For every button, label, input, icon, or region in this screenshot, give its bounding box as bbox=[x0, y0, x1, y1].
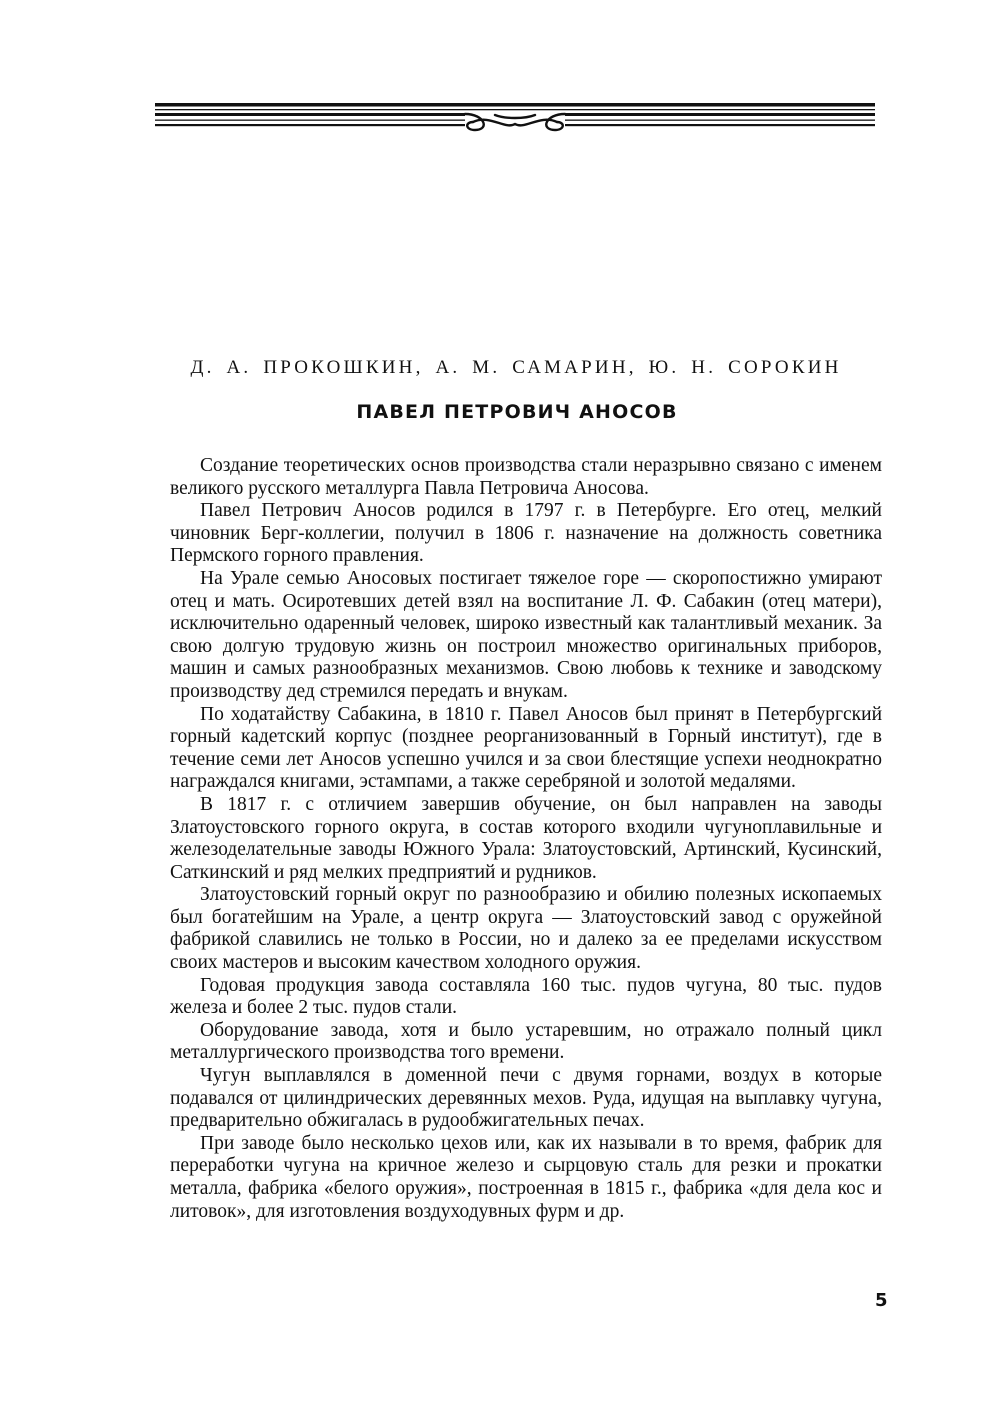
paragraph: На Урале семью Аносовых постигает тяжелое горе — скоропостижно умирают отец и мать. Осиротевших детей взял на воспитание Л. Ф. Сабакин (отец матери), исключительно одаренный человек, широко известный как талантливый механик. За свою долгую трудовую жизнь он построил множество оригинальных приборов, машин и самых разнообразных механизмов. Свою любовь к технике и заводскому производству дед стремился передать и внукам. bbox=[170, 567, 882, 702]
paragraph: По ходатайству Сабакина, в 1810 г. Павел Аносов был принят в Петербургский горный кадетский корпус (позднее реорганизованный в Горный институт), где в течение семи лет Аносов успешно учился и за свои блестящие успехи неоднократно награждался книгами, эстампами, а также серебряной и золотой медалями. bbox=[170, 703, 882, 793]
paragraph: Павел Петрович Аносов родился в 1797 г. в Петербурге. Его отец, мелкий чиновник Берг-коллегии, получил в 1806 г. назначение на должность советника Пермского горного правления. bbox=[170, 500, 882, 567]
article-body bbox=[170, 455, 882, 1223]
page-number: 5 bbox=[875, 1290, 888, 1311]
paragraph: В 1817 г. с отличием завершив обучение, он был направлен на заводы Златоустовского горного округа, в состав которого входили чугуноплавильные и железоделательные заводы Южного Урала: Златоустовский, Артинский, Кусинский, Саткинский и ряд мелких предприятий и рудников. bbox=[170, 793, 882, 883]
paragraph: Годовая продукция завода составляла 160 тыс. пудов чугуна, 80 тыс. пудов железа и более 2 тыс. пудов стали. bbox=[170, 974, 882, 1019]
ornament-flourish bbox=[465, 114, 565, 130]
authors-line: Д. А. ПРОКОШКИН, А. М. САМАРИН, Ю. Н. СОРОКИН bbox=[190, 357, 842, 378]
article-title: ПАВЕЛ ПЕТРОВИЧ АНОСОВ bbox=[356, 401, 678, 423]
header-ornament bbox=[155, 100, 875, 140]
paragraph: Оборудование завода, хотя и было устаревшим, но отражало полный цикл металлургического производства того времени. bbox=[170, 1019, 882, 1064]
paragraph: При заводе было несколько цехов или, как их называли в то время, фабрик для переработки чугуна на кричное железо и сырцовую сталь для резки и прокатки металла, фабрика «белого оружия», построенная в 1815 г., фабрика «для дела кос и литовок», для изготовления воздуходувных фурм и др. bbox=[170, 1132, 882, 1222]
paragraph: Чугун выплавлялся в доменной печи с двумя горнами, воздух в которые подавался от цилиндрических деревянных мехов. Руда, идущая на выплавку чугуна, предварительно обжигалась в рудообжигательных печах. bbox=[170, 1065, 882, 1132]
paragraph: Создание теоретических основ производства стали неразрывно связано с именем великого русского металлурга Павла Петровича Аносова. bbox=[170, 455, 882, 499]
paragraph: Златоустовский горный округ по разнообразию и обилию полезных ископаемых был богатейшим на Урале, а центр округа — Златоустовский завод с оружейной фабрикой славились не только в России, но и далеко за ее пределами искусством своих мастеров и высоким качеством холодного оружия. bbox=[170, 884, 882, 974]
